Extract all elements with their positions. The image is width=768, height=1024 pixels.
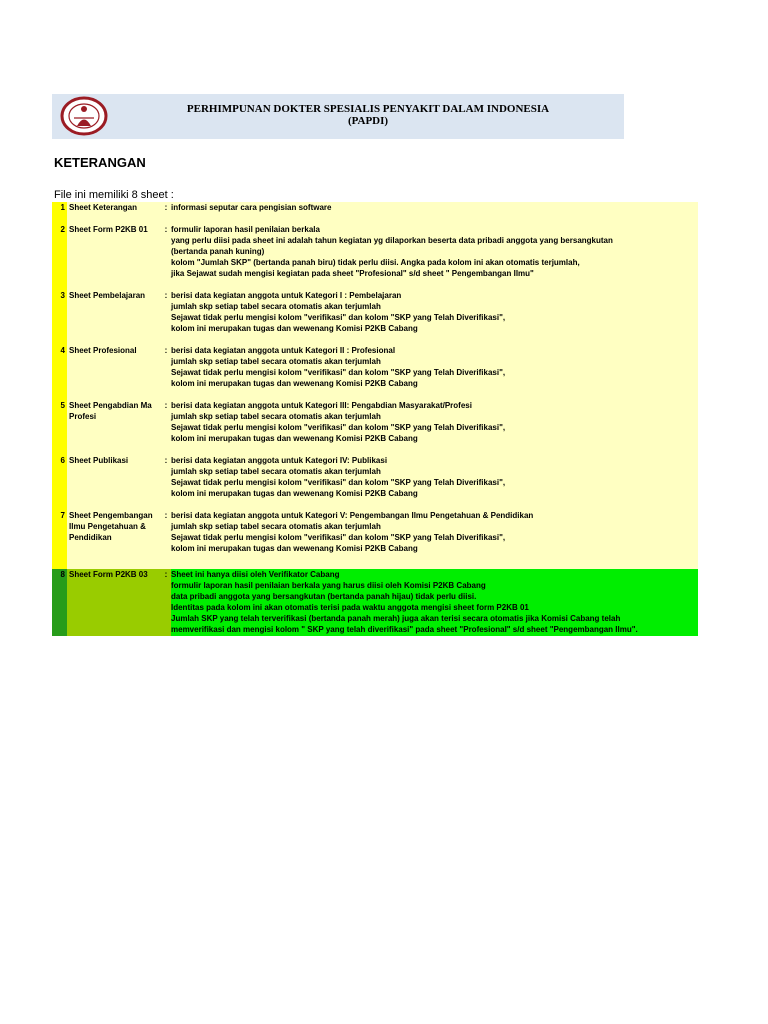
description-line: Sheet ini hanya diisi oleh Verifikator Cabang	[171, 570, 340, 579]
sheet-name: Sheet Keterangan	[67, 202, 161, 224]
description-line: berisi data kegiatan anggota untuk Kategori IV: Publikasi	[171, 456, 388, 465]
sheet-row	[52, 290, 698, 345]
document-header	[52, 94, 624, 139]
sheet-name: Sheet Form P2KB 03	[67, 569, 161, 636]
sheet-name: Sheet Pengembangan Ilmu Pengetahuan & Pendidikan	[67, 510, 161, 564]
sheet-number: 7	[52, 510, 67, 564]
colon-separator: :	[161, 345, 171, 400]
description-line: Sejawat tidak perlu mengisi kolom "verifikasi" dan kolom "SKP yang Telah Diverifikasi",	[171, 313, 506, 322]
sheet-description	[171, 345, 698, 400]
sheet-number: 8	[52, 569, 67, 636]
description-line: Sejawat tidak perlu mengisi kolom "verifikasi" dan kolom "SKP yang Telah Diverifikasi",	[171, 533, 506, 542]
description-line: jumlah skp setiap tabel secara otomatis akan terjumlah	[171, 467, 381, 476]
description-line: Sejawat tidak perlu mengisi kolom "verifikasi" dan kolom "SKP yang Telah Diverifikasi",	[171, 423, 506, 432]
sheet-number: 1	[52, 202, 67, 224]
colon-separator: :	[161, 400, 171, 455]
sheet-name: Sheet Profesional	[67, 345, 161, 400]
description-line: kolom "Jumlah SKP" (bertanda panah biru) tidak perlu diisi. Angka pada kolom ini akan otomatis terjumlah,	[171, 258, 580, 267]
description-line: Jumlah SKP yang telah terverifikasi (bertanda panah merah) juga akan terisi secara otomatis jika Komisi Cabang telah	[171, 614, 621, 623]
description-line: kolom ini merupakan tugas dan wewenang Komisi P2KB Cabang	[171, 489, 418, 498]
sheet-name: Sheet Form P2KB 01	[67, 224, 161, 290]
description-line: informasi seputar cara pengisian software	[171, 203, 332, 212]
sheet-row	[52, 224, 698, 290]
description-line: berisi data kegiatan anggota untuk Kategori II : Profesional	[171, 346, 396, 355]
description-line: yang perlu diisi pada sheet ini adalah tahun kegiatan yg dilaporkan beserta data pribadi anggota yang bersangkutan	[171, 236, 613, 245]
description-line: Sejawat tidak perlu mengisi kolom "verifikasi" dan kolom "SKP yang Telah Diverifikasi",	[171, 368, 506, 377]
description-line: jumlah skp setiap tabel secara otomatis akan terjumlah	[171, 357, 381, 366]
description-line: jumlah skp setiap tabel secara otomatis akan terjumlah	[171, 302, 381, 311]
sheet-description	[171, 290, 698, 345]
colon-separator: :	[161, 202, 171, 224]
colon-separator: :	[161, 290, 171, 345]
colon-separator: :	[161, 510, 171, 564]
sheet-number: 3	[52, 290, 67, 345]
sheet-description	[171, 400, 698, 455]
sheet-number: 4	[52, 345, 67, 400]
sheet-description	[171, 569, 698, 636]
sheet-name: Sheet Pengabdian Ma Profesi	[67, 400, 161, 455]
org-name-line1: PERHIMPUNAN DOKTER SPESIALIS PENYAKIT DALAM INDONESIA	[186, 103, 550, 115]
colon-separator: :	[161, 224, 171, 290]
description-line: berisi data kegiatan anggota untuk Kategori V: Pengembangan Ilmu Pengetahuan & Pendidikan	[171, 511, 534, 520]
description-line: kolom ini merupakan tugas dan wewenang Komisi P2KB Cabang	[171, 379, 418, 388]
sheet-name: Sheet Pembelajaran	[67, 290, 161, 345]
sheet-description	[171, 202, 698, 224]
sheet-row	[52, 202, 698, 224]
description-line: memverifikasi dan mengisi kolom " SKP yang telah diverifikasi" pada sheet "Profesional" s/d sheet "Pengembangan Ilmu".	[171, 625, 638, 634]
description-line: kolom ini merupakan tugas dan wewenang Komisi P2KB Cabang	[171, 544, 418, 553]
sheet-number: 6	[52, 455, 67, 510]
intro-text: File ini memiliki 8 sheet :	[54, 189, 174, 201]
description-line: data pribadi anggota yang bersangkutan (bertanda panah hijau) tidak perlu diisi.	[171, 592, 477, 601]
description-line: formulir laporan hasil penilaian berkala	[171, 225, 320, 234]
colon-separator: :	[161, 569, 171, 636]
sheet-row	[52, 569, 698, 636]
sheet-row	[52, 345, 698, 400]
colon-separator: :	[161, 455, 171, 510]
sheet-list-table	[52, 202, 698, 636]
sheet-description	[171, 224, 698, 290]
organization-name	[112, 103, 624, 127]
description-line: kolom ini merupakan tugas dan wewenang Komisi P2KB Cabang	[171, 324, 418, 333]
description-line: kolom ini merupakan tugas dan wewenang Komisi P2KB Cabang	[171, 434, 418, 443]
sheet-name: Sheet Publikasi	[67, 455, 161, 510]
page-title: KETERANGAN	[54, 155, 146, 170]
sheet-description	[171, 455, 698, 510]
sheet-row	[52, 455, 698, 510]
sheet-number: 2	[52, 224, 67, 290]
description-line: jumlah skp setiap tabel secara otomatis akan terjumlah	[171, 522, 381, 531]
description-line: (bertanda panah kuning)	[171, 247, 265, 256]
description-line: formulir laporan hasil penilaian berkala yang harus diisi oleh Komisi P2KB Cabang	[171, 581, 486, 590]
org-name-line2: (PAPDI)	[347, 115, 389, 127]
sheet-row	[52, 400, 698, 455]
description-line: berisi data kegiatan anggota untuk Kategori I : Pembelajaran	[171, 291, 402, 300]
sheet-description	[171, 510, 698, 564]
sheet-number: 5	[52, 400, 67, 455]
description-line: Sejawat tidak perlu mengisi kolom "verifikasi" dan kolom "SKP yang Telah Diverifikasi",	[171, 478, 506, 487]
description-line: jumlah skp setiap tabel secara otomatis akan terjumlah	[171, 412, 381, 421]
papdi-logo	[60, 96, 108, 136]
description-line: jika Sejawat sudah mengisi kegiatan pada sheet "Profesional" s/d sheet " Pengembangan Ilmu"	[171, 269, 534, 278]
description-line: berisi data kegiatan anggota untuk Kategori III: Pengabdian Masyarakat/Profesi	[171, 401, 472, 410]
description-line: Identitas pada kolom ini akan otomatis terisi pada waktu anggota mengisi sheet form P2KB 01	[171, 603, 529, 612]
sheet-row	[52, 510, 698, 564]
